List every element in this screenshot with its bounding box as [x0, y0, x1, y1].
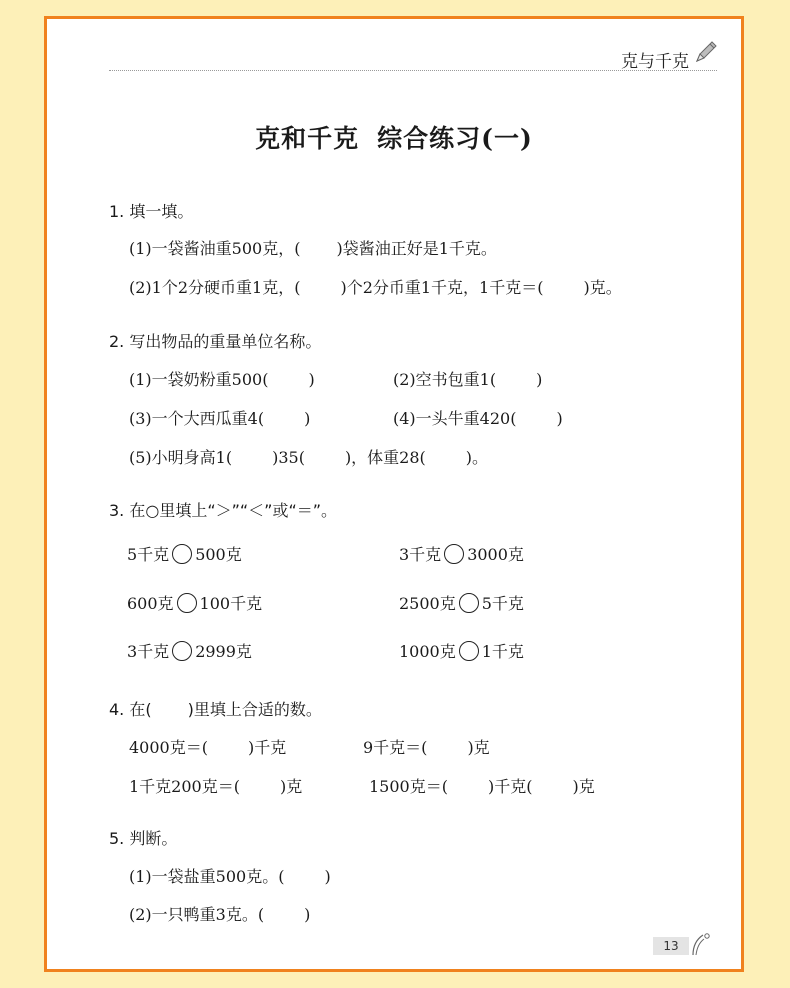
- q1-item1: (1)一袋酱油重500克，( )袋酱油正好是1千克。: [129, 239, 497, 258]
- compare-circle[interactable]: [444, 544, 464, 564]
- page-title: [47, 119, 741, 155]
- compare-circle[interactable]: [172, 544, 192, 564]
- title-exercise: 综合练习(一): [377, 124, 533, 153]
- q2-item3: (3)一个大西瓜重4( ): [129, 409, 311, 428]
- q4-heading: 4. 在( )里填上合适的数。: [109, 700, 322, 719]
- compare-circle[interactable]: [177, 593, 197, 613]
- q5-item1: (1)一袋盐重500克。( ): [129, 867, 331, 886]
- q4-row2-right: 1500克＝( )千克( )克: [369, 777, 595, 796]
- q3-pair-5: 3千克 2999克: [127, 642, 252, 661]
- compare-circle[interactable]: [172, 641, 192, 661]
- q4-row2-left: 1千克200克＝( )克: [129, 777, 303, 796]
- q2-heading: 2. 写出物品的重量单位名称。: [109, 332, 322, 351]
- q2-item5: (5)小明身高1( )35( )，体重28( )。: [129, 448, 489, 467]
- compare-circle[interactable]: [459, 593, 479, 613]
- header-divider: [109, 70, 717, 71]
- title-topic: 克和千克: [255, 124, 360, 153]
- worksheet-page: [44, 16, 744, 972]
- q3-pair-1: 5千克 500克: [127, 545, 242, 564]
- q2-item1: (1)一袋奶粉重500( ): [129, 370, 315, 389]
- q3-pair-2: 3千克 3000克: [399, 545, 524, 564]
- q3-pair-3: 600克 100千克: [127, 594, 263, 613]
- q4-row1-left: 4000克＝( )千克: [129, 738, 287, 757]
- q3-pair-4: 2500克 5千克: [399, 594, 524, 613]
- q2-item4: (4)一头牛重420( ): [393, 409, 563, 428]
- section-label: 克与千克: [621, 52, 689, 72]
- q5-item2: (2)一只鸭重3克。( ): [129, 905, 311, 924]
- q5-heading: 5. 判断。: [109, 829, 178, 848]
- q1-item2: (2)1个2分硬币重1克，( )个2分币重1千克，1千克＝( )克。: [129, 278, 622, 297]
- page-number: 13: [653, 937, 689, 955]
- swirl-icon: [689, 931, 711, 957]
- compare-circle[interactable]: [459, 641, 479, 661]
- q2-item2: (2)空书包重1( ): [393, 370, 543, 389]
- q4-row1-right: 9千克＝( )克: [363, 738, 490, 757]
- pencil-icon: [693, 39, 719, 65]
- q1-heading: 1. 填一填。: [109, 202, 194, 221]
- q3-heading: 3. 在○里填上“＞”“＜”或“＝”。: [109, 501, 338, 520]
- q3-pair-6: 1000克 1千克: [399, 642, 524, 661]
